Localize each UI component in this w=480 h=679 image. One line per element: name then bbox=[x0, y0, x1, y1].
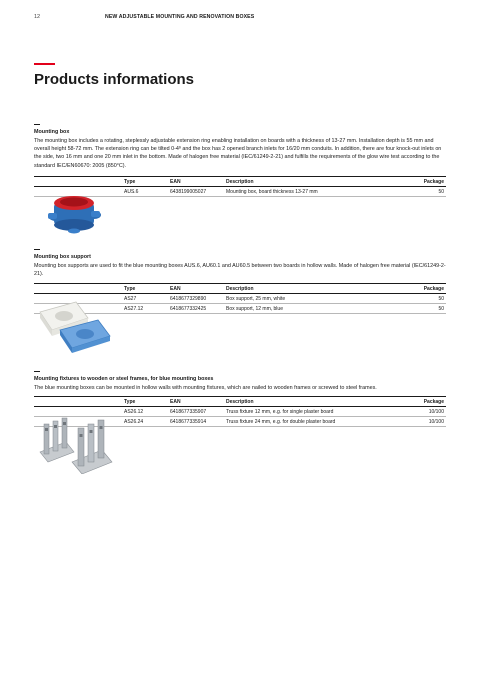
cell-description: Truss fixture 12 mm, e.g. for single plaster board bbox=[226, 408, 334, 415]
cell-package: 10/100 bbox=[428, 408, 444, 415]
table-header-row bbox=[34, 397, 446, 407]
truss-fixture-image bbox=[36, 412, 116, 474]
cell-package: 50 bbox=[438, 295, 444, 302]
cell-description: Box support, 12 mm, blue bbox=[226, 305, 283, 312]
section-mounting-box bbox=[34, 124, 446, 170]
section-title: Mounting box bbox=[34, 129, 70, 135]
cell-ean: 6418677332425 bbox=[170, 305, 207, 312]
section-dash bbox=[34, 124, 40, 125]
cell-type: AUS.6 bbox=[124, 188, 139, 195]
col-ean: EAN bbox=[170, 178, 181, 185]
col-package: Package bbox=[423, 398, 444, 405]
accent-bar bbox=[34, 63, 55, 65]
col-ean: EAN bbox=[170, 285, 181, 292]
col-description: Description bbox=[226, 178, 254, 185]
page-number: 12 bbox=[34, 14, 41, 20]
col-description: Description bbox=[226, 285, 254, 292]
cell-ean: 6418677335914 bbox=[170, 418, 207, 425]
section-body: The mounting box includes a rotating, steplessly adjustable extension ring enabling installation on boards with a thickness of 13-27 mm. Installation depth is 55 mm and overall height 58-72 mm. The extension ring can be tilted 0-4º and the box has 2 opened branch inlets for 16/20 mm conduits. In addition, there are four knock-out inlets on the side, two 16 mm and one 20 mm inlet in the bottom. Made of halogen free material (IEC/61249-2-21) and fulfills the requirements of the glow wire test according to the standard IEC/EN60670: 2005 (850°C). bbox=[34, 137, 442, 169]
box-support-image bbox=[36, 300, 114, 356]
cell-package: 10/100 bbox=[428, 418, 444, 425]
section-title: Mounting box support bbox=[34, 254, 91, 260]
cell-ean: 6418677329890 bbox=[170, 295, 207, 302]
col-package: Package bbox=[423, 285, 444, 292]
cell-type: AS27.12 bbox=[124, 305, 144, 312]
cell-type: AS26.12 bbox=[124, 408, 144, 415]
cell-description: Box support, 25 mm, white bbox=[226, 295, 286, 302]
section-dash bbox=[34, 371, 40, 372]
col-description: Description bbox=[226, 398, 254, 405]
cell-type: AS26.24 bbox=[124, 418, 144, 425]
cell-description: Truss fixture 24 mm, e.g. for double plaster board bbox=[226, 418, 336, 425]
page-title: Products informations bbox=[34, 71, 195, 88]
col-package: Package bbox=[423, 178, 444, 185]
table-header-row bbox=[34, 177, 446, 187]
cell-type: AS27 bbox=[124, 295, 137, 302]
cell-ean: 6418677335907 bbox=[170, 408, 207, 415]
header-title: NEW ADJUSTABLE MOUNTING AND RENOVATION BOXES bbox=[105, 14, 255, 20]
section-body: Mounting box supports are used to fit the blue mounting boxes AUS.6, AU60.1 and AU60.5 between two boards in hollow walls. Made of halogen free material (IEC/61249-2-21). bbox=[34, 262, 446, 277]
col-type: Type bbox=[124, 285, 136, 292]
section-title: Mounting fixtures to wooden or steel frames, for blue mounting boxes bbox=[34, 376, 214, 382]
section-mounting-box-support bbox=[34, 249, 446, 278]
cell-package: 50 bbox=[438, 305, 444, 312]
col-ean: EAN bbox=[170, 398, 181, 405]
mounting-box-image bbox=[38, 187, 110, 235]
section-dash bbox=[34, 249, 40, 250]
section-body: The blue mounting boxes can be mounted in hollow walls with mounting fixtures, which are nailed to wooden frames or screwed to steel frames. bbox=[34, 384, 377, 391]
col-type: Type bbox=[124, 178, 136, 185]
col-type: Type bbox=[124, 398, 136, 405]
cell-description: Mounting box, board thickness 13-27 mm bbox=[226, 188, 318, 195]
cell-ean: 6438199005027 bbox=[170, 188, 207, 195]
table-header-row bbox=[34, 284, 446, 294]
section-mounting-fixtures bbox=[34, 371, 446, 392]
cell-package: 50 bbox=[438, 188, 444, 195]
